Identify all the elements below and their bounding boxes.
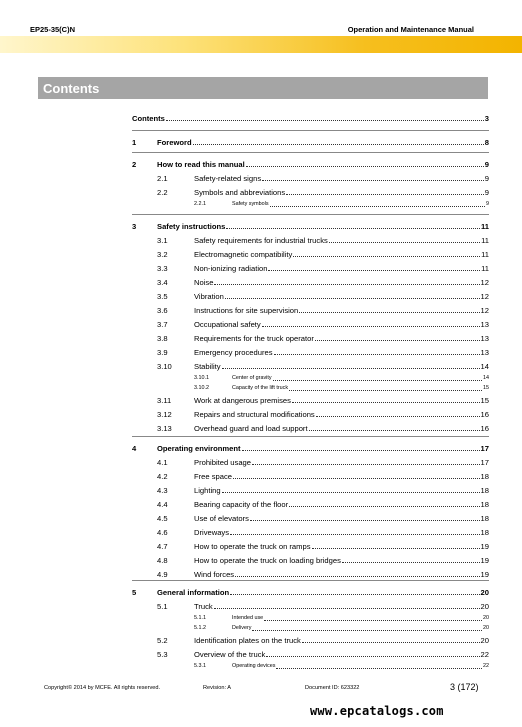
toc-entry-number: 5.3 — [157, 650, 168, 659]
toc-entry-title: Intended use — [232, 615, 264, 621]
toc-entry-number: 5.1 — [157, 602, 168, 611]
toc-entry[interactable] — [132, 408, 489, 419]
toc-entry-page: 18 — [480, 500, 489, 509]
toc-dot-leader — [252, 464, 480, 465]
toc-entry-number: 5.1.1 — [194, 615, 206, 621]
toc-entry-number: 3.7 — [157, 320, 168, 329]
toc-entry-title: How to read this manual — [157, 160, 245, 169]
toc-entry[interactable] — [132, 304, 489, 315]
section-divider — [132, 214, 489, 215]
toc-entry[interactable] — [132, 262, 489, 273]
toc-entry[interactable] — [132, 634, 489, 645]
toc-entry-title: Electromagnetic compatibility — [194, 250, 293, 259]
toc-entry-page: 18 — [480, 472, 489, 481]
toc-entry-title: Stability — [194, 362, 221, 371]
toc-entry-title: Vibration — [194, 292, 224, 301]
toc-entry[interactable] — [132, 172, 489, 183]
toc-dot-leader — [235, 576, 479, 577]
toc-entry-number: 5.1.2 — [194, 625, 206, 631]
section-divider — [132, 436, 489, 437]
toc-dot-leader — [233, 478, 480, 479]
toc-entry-title: How to operate the truck on loading bridges — [194, 556, 341, 565]
toc-dot-leader — [225, 298, 480, 299]
toc-entry[interactable] — [132, 112, 489, 123]
toc-entry[interactable] — [132, 568, 489, 579]
toc-entry-title: Emergency procedures — [194, 348, 273, 357]
toc-entry[interactable] — [132, 318, 489, 329]
toc-entry-number: 2.2 — [157, 188, 168, 197]
toc-entry-page: 8 — [484, 138, 489, 147]
section-title: Contents — [43, 81, 100, 96]
toc-dot-leader — [222, 492, 480, 493]
toc-entry-page: 13 — [480, 348, 489, 357]
toc-entry-title: Requirements for the truck operator — [194, 334, 314, 343]
toc-entry-number: 4.9 — [157, 570, 168, 579]
toc-entry-page: 20 — [480, 588, 489, 597]
toc-entry-page: 12 — [480, 292, 489, 301]
toc-entry[interactable] — [132, 200, 489, 209]
toc-entry-page: 9 — [484, 174, 489, 183]
toc-entry-page: 20 — [480, 602, 489, 611]
toc-entry-page: 18 — [480, 528, 489, 537]
toc-entry-title: Instructions for site supervision — [194, 306, 299, 315]
watermark: www.epcatalogs.com — [310, 704, 444, 718]
toc-entry-number: 2.1 — [157, 174, 168, 183]
toc-entry-page: 20 — [483, 615, 489, 621]
toc-entry-page: 13 — [480, 334, 489, 343]
toc-dot-leader — [292, 402, 480, 403]
toc-entry[interactable] — [132, 220, 489, 231]
toc-dot-leader — [329, 242, 480, 243]
toc-dot-leader — [268, 270, 480, 271]
toc-entry[interactable] — [132, 360, 489, 371]
toc-entry-title: Delivery — [232, 625, 252, 631]
toc-dot-leader — [289, 390, 482, 391]
toc-entry-number: 3.10.2 — [194, 385, 209, 391]
toc-dot-leader — [309, 430, 480, 431]
toc-entry-number: 3.9 — [157, 348, 168, 357]
toc-entry-title: Wind forces — [194, 570, 235, 579]
toc-entry-page: 3 — [484, 114, 489, 123]
toc-entry-number: 3.5 — [157, 292, 168, 301]
toc-dot-leader — [262, 326, 480, 327]
toc-entry-title: Use of elevators — [194, 514, 249, 523]
toc-entry[interactable] — [132, 384, 489, 393]
toc-entry-number: 4.7 — [157, 542, 168, 551]
toc-entry-number: 4 — [132, 444, 137, 453]
toc-entry[interactable] — [132, 422, 489, 433]
toc-entry-title: Lighting — [194, 486, 221, 495]
toc-entry-title: Center of gravity — [232, 375, 272, 381]
toc-entry-number: 3.13 — [157, 424, 172, 433]
toc-entry[interactable] — [132, 276, 489, 287]
toc-entry-number: 5.2 — [157, 636, 168, 645]
toc-dot-leader — [299, 312, 479, 313]
footer-page-indicator: 3 (172) — [450, 682, 479, 692]
toc-entry-page: 19 — [480, 556, 489, 565]
toc-dot-leader — [264, 620, 482, 621]
toc-entry[interactable] — [132, 442, 489, 453]
toc-dot-leader — [222, 368, 480, 369]
toc-entry[interactable] — [132, 512, 489, 523]
toc-dot-leader — [242, 450, 480, 451]
toc-entry-title: Capacity of the lift truck — [232, 385, 289, 391]
toc-entry[interactable] — [132, 374, 489, 383]
toc-entry[interactable] — [132, 234, 489, 245]
toc-entry-number: 5.3.1 — [194, 663, 206, 669]
toc-entry-page: 11 — [481, 250, 489, 259]
toc-entry-title: Non-ionizing radiation — [194, 264, 268, 273]
toc-entry-title: Overview of the truck — [194, 650, 266, 659]
toc-entry[interactable] — [132, 248, 489, 259]
toc-entry-title: Occupational safety — [194, 320, 261, 329]
toc-entry-number: 3.12 — [157, 410, 172, 419]
toc-dot-leader — [230, 534, 480, 535]
toc-entry-page: 18 — [480, 514, 489, 523]
toc-entry-number: 2 — [132, 160, 137, 169]
toc-entry[interactable] — [132, 614, 489, 623]
toc-entry-title: Symbols and abbreviations — [194, 188, 286, 197]
toc-entry-page: 19 — [480, 570, 489, 579]
toc-entry-number: 3.10 — [157, 362, 172, 371]
toc-dot-leader — [342, 562, 480, 563]
toc-entry-page: 17 — [480, 444, 489, 453]
toc-dot-leader — [193, 144, 484, 145]
toc-dot-leader — [274, 354, 480, 355]
toc-entry-title: General information — [157, 588, 230, 597]
toc-entry-number: 3.2 — [157, 250, 168, 259]
toc-entry[interactable] — [132, 600, 489, 611]
toc-entry-number: 3.8 — [157, 334, 168, 343]
toc-dot-leader — [214, 284, 479, 285]
toc-entry-page: 17 — [480, 458, 489, 467]
toc-entry-page: 16 — [480, 410, 489, 419]
toc-entry-number: 1 — [132, 138, 137, 147]
toc-dot-leader — [315, 340, 480, 341]
toc-entry-title: Operating environment — [157, 444, 241, 453]
toc-dot-leader — [252, 630, 482, 631]
footer-copyright: Copyright© 2014 by MCFE. All rights reserved. — [44, 685, 161, 691]
toc-entry-page: 11 — [481, 236, 489, 245]
section-divider — [132, 580, 489, 581]
toc-entry[interactable] — [132, 540, 489, 551]
section-title-bar — [38, 77, 488, 99]
toc-dot-leader — [312, 548, 480, 549]
toc-entry-title: How to operate the truck on ramps — [194, 542, 311, 551]
toc-entry-page: 9 — [486, 201, 489, 207]
toc-entry[interactable] — [132, 136, 489, 147]
toc-entry-page: 20 — [480, 636, 489, 645]
toc-entry-number: 3.10.1 — [194, 375, 209, 381]
toc-dot-leader — [293, 256, 480, 257]
toc-entry[interactable] — [132, 346, 489, 357]
toc-entry-page: 11 — [481, 264, 489, 273]
toc-dot-leader — [316, 416, 480, 417]
toc-entry-number: 3.1 — [157, 236, 168, 245]
toc-dot-leader — [166, 120, 484, 121]
toc-entry-number: 4.8 — [157, 556, 168, 565]
toc-entry-title: Prohibited usage — [194, 458, 251, 467]
toc-dot-leader — [214, 608, 480, 609]
toc-entry[interactable] — [132, 290, 489, 301]
toc-entry-title: Work at dangerous premises — [194, 396, 291, 405]
toc-entry-title: Foreword — [157, 138, 192, 147]
toc-entry[interactable] — [132, 456, 489, 467]
toc-dot-leader — [286, 194, 484, 195]
toc-entry-number: 4.1 — [157, 458, 168, 467]
toc-entry-number: 3.4 — [157, 278, 168, 287]
toc-dot-leader — [250, 520, 480, 521]
section-divider — [132, 130, 489, 131]
toc-entry[interactable] — [132, 624, 489, 633]
toc-entry-page: 15 — [483, 385, 489, 391]
toc-entry-page: 12 — [480, 278, 489, 287]
toc-entry-number: 5 — [132, 588, 137, 597]
toc-entry-page: 20 — [483, 625, 489, 631]
toc-dot-leader — [246, 166, 484, 167]
toc-dot-leader — [302, 642, 480, 643]
toc-entry-title: Truck — [194, 602, 213, 611]
toc-entry-title: Operating devices — [232, 663, 276, 669]
toc-entry-title: Driveways — [194, 528, 230, 537]
toc-entry-number: 3.6 — [157, 306, 168, 315]
toc-entry-title: Contents — [132, 114, 165, 123]
toc-entry[interactable] — [132, 554, 489, 565]
toc-entry-page: 13 — [480, 320, 489, 329]
toc-dot-leader — [230, 594, 479, 595]
toc-dot-leader — [270, 206, 485, 207]
toc-entry-number: 3.3 — [157, 264, 168, 273]
toc-entry-number: 4.6 — [157, 528, 168, 537]
header-model: EP25-35(C)N — [30, 25, 76, 34]
toc-entry-title: Safety requirements for industrial trucks — [194, 236, 328, 245]
toc-entry-number: 3 — [132, 222, 137, 231]
toc-entry-number: 4.4 — [157, 500, 168, 509]
toc-entry[interactable] — [132, 332, 489, 343]
toc-entry-number: 3.11 — [157, 396, 172, 405]
toc-entry-page: 9 — [484, 160, 489, 169]
toc-entry-title: Repairs and structural modifications — [194, 410, 315, 419]
toc-dot-leader — [226, 228, 480, 229]
toc-entry-title: Safety instructions — [157, 222, 226, 231]
toc-entry[interactable] — [132, 648, 489, 659]
toc-entry-title: Safety-related signs — [194, 174, 262, 183]
toc-entry-page: 16 — [480, 424, 489, 433]
toc-entry-number: 2.2.1 — [194, 201, 206, 207]
toc-entry[interactable] — [132, 186, 489, 197]
toc-entry-page: 22 — [483, 663, 489, 669]
toc-entry[interactable] — [132, 498, 489, 509]
toc-dot-leader — [262, 180, 484, 181]
toc-entry-page: 15 — [480, 396, 489, 405]
toc-entry-number: 4.5 — [157, 514, 168, 523]
toc-entry[interactable] — [132, 586, 489, 597]
footer-document-id: Document ID: 623322 — [305, 685, 360, 691]
toc-dot-leader — [276, 668, 482, 669]
toc-entry-page: 14 — [480, 362, 489, 371]
toc-entry[interactable] — [132, 470, 489, 481]
toc-entry-number: 4.2 — [157, 472, 168, 481]
toc-entry-title: Safety symbols — [232, 201, 269, 207]
toc-entry[interactable] — [132, 158, 489, 169]
section-divider — [132, 152, 489, 153]
toc-entry-title: Free space — [194, 472, 232, 481]
toc-entry-page: 22 — [480, 650, 489, 659]
toc-dot-leader — [289, 506, 479, 507]
toc-entry-title: Identification plates on the truck — [194, 636, 301, 645]
toc-entry[interactable] — [132, 394, 489, 405]
toc-entry-title: Bearing capacity of the floor — [194, 500, 289, 509]
toc-entry-page: 9 — [484, 188, 489, 197]
toc-entry[interactable] — [132, 484, 489, 495]
toc-entry-page: 18 — [480, 486, 489, 495]
toc-dot-leader — [273, 380, 482, 381]
toc-entry-number: 4.3 — [157, 486, 168, 495]
toc-entry-title: Noise — [194, 278, 214, 287]
footer-revision: Revision: A — [203, 685, 231, 691]
toc-entry-page: 11 — [480, 222, 489, 231]
toc-entry-title: Overhead guard and load support — [194, 424, 308, 433]
toc-entry-page: 12 — [480, 306, 489, 315]
toc-dot-leader — [266, 656, 479, 657]
header-gradient-band — [0, 36, 522, 53]
toc-entry[interactable] — [132, 526, 489, 537]
header-manual-title: Operation and Maintenance Manual — [347, 25, 474, 34]
toc-entry-page: 14 — [483, 375, 489, 381]
toc-entry[interactable] — [132, 662, 489, 671]
toc-entry-page: 19 — [480, 542, 489, 551]
